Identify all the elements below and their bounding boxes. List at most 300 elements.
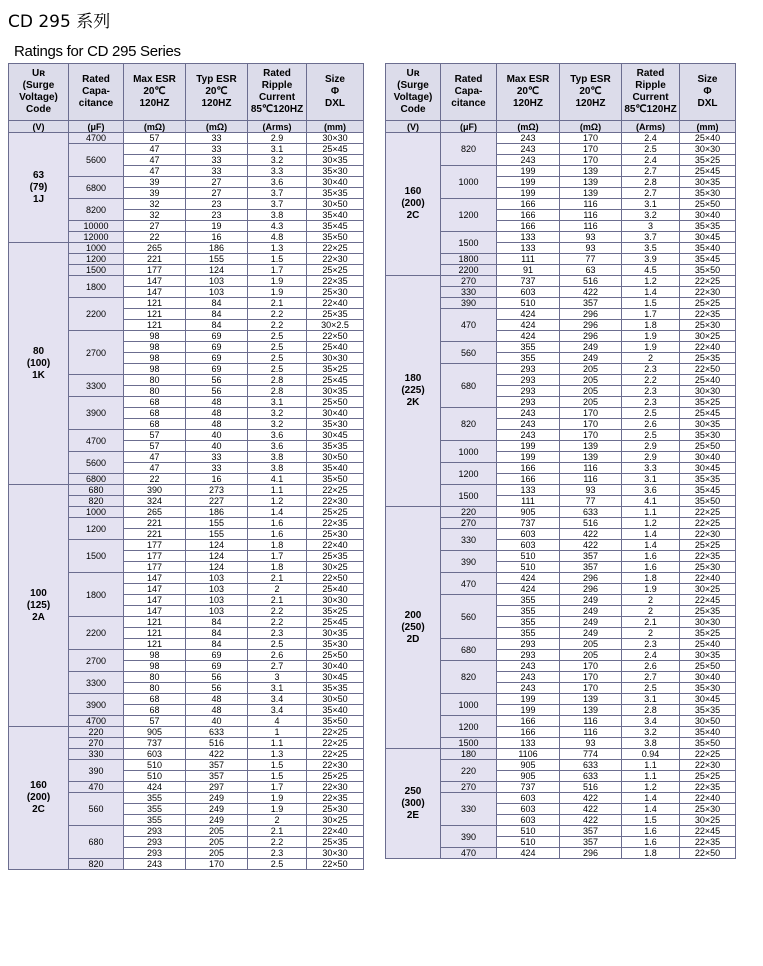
header-typ-esr-line: Typ ESR (196, 74, 237, 85)
size-cell: 35×50 (680, 738, 736, 749)
typ-esr-cell: 422 (560, 815, 622, 826)
typ-esr-cell: 170 (560, 430, 622, 441)
voltage-code-line: 160 (404, 186, 422, 197)
max-esr-cell: 80 (124, 386, 186, 397)
max-esr-cell: 166 (497, 727, 560, 738)
ripple-current-cell: 1.9 (622, 331, 680, 342)
max-esr-cell: 293 (497, 650, 560, 661)
max-esr-cell: 293 (497, 397, 560, 408)
max-esr-cell: 147 (124, 606, 186, 617)
capacitance-cell: 2700 (69, 650, 124, 672)
size-cell: 25×30 (307, 287, 364, 298)
max-esr-cell: 121 (124, 639, 186, 650)
voltage-code-cell (386, 507, 441, 749)
size-cell: 25×45 (307, 144, 364, 155)
size-cell: 22×25 (680, 749, 736, 760)
capacitance-cell: 270 (69, 738, 124, 749)
max-esr-cell: 133 (497, 738, 560, 749)
table-row (9, 727, 364, 738)
capacitance-cell: 270 (441, 518, 497, 529)
typ-esr-cell: 33 (186, 155, 248, 166)
max-esr-cell: 57 (124, 441, 186, 452)
capacitance-cell: 1000 (69, 243, 124, 254)
header-voltage-code-line: (Surge (397, 80, 429, 91)
capacitance-cell: 1000 (441, 166, 497, 199)
ripple-current-cell: 3.1 (622, 199, 680, 210)
typ-esr-cell: 249 (186, 804, 248, 815)
header-typ-esr (186, 64, 248, 121)
typ-esr-cell: 56 (186, 672, 248, 683)
capacitance-cell: 1800 (69, 276, 124, 298)
ripple-current-cell: 2 (622, 353, 680, 364)
max-esr-cell: 737 (124, 738, 186, 749)
max-esr-cell: 133 (497, 232, 560, 243)
voltage-code-line: 2C (32, 804, 45, 815)
max-esr-cell: 199 (497, 705, 560, 716)
size-cell: 30×30 (680, 617, 736, 628)
typ-esr-cell: 422 (560, 287, 622, 298)
size-cell: 22×35 (680, 837, 736, 848)
typ-esr-cell: 170 (560, 133, 622, 144)
ripple-current-cell: 2.3 (622, 397, 680, 408)
header-typ-esr-line: 20℃ (205, 86, 228, 97)
typ-esr-cell: 48 (186, 419, 248, 430)
ripple-current-cell: 3.8 (248, 210, 307, 221)
max-esr-cell: 221 (124, 254, 186, 265)
ripple-current-cell: 2.7 (622, 166, 680, 177)
size-cell: 25×40 (680, 639, 736, 650)
typ-esr-cell: 103 (186, 595, 248, 606)
typ-esr-cell: 116 (560, 210, 622, 221)
typ-esr-cell: 249 (560, 617, 622, 628)
size-cell: 30×40 (307, 177, 364, 188)
max-esr-cell: 47 (124, 144, 186, 155)
typ-esr-cell: 33 (186, 452, 248, 463)
typ-esr-cell: 139 (560, 441, 622, 452)
capacitance-cell: 270 (441, 782, 497, 793)
size-cell: 35×30 (307, 419, 364, 430)
unit-cell: (Arms) (248, 121, 307, 133)
size-cell: 22×50 (307, 573, 364, 584)
ripple-current-cell: 1.8 (622, 320, 680, 331)
max-esr-cell: 147 (124, 584, 186, 595)
size-cell: 35×45 (680, 254, 736, 265)
typ-esr-cell: 227 (186, 496, 248, 507)
max-esr-cell: 905 (497, 771, 560, 782)
size-cell: 35×30 (307, 639, 364, 650)
max-esr-cell: 68 (124, 419, 186, 430)
max-esr-cell: 243 (497, 144, 560, 155)
ripple-current-cell: 1.3 (248, 243, 307, 254)
size-cell: 22×30 (307, 496, 364, 507)
typ-esr-cell: 84 (186, 628, 248, 639)
capacitance-cell: 390 (441, 826, 497, 848)
ripple-current-cell: 3.1 (248, 397, 307, 408)
header-max-esr-line: 20℃ (143, 86, 166, 97)
size-cell: 35×50 (307, 232, 364, 243)
size-cell: 30×45 (307, 672, 364, 683)
typ-esr-cell: 170 (560, 419, 622, 430)
typ-esr-cell: 40 (186, 430, 248, 441)
capacitance-cell: 330 (441, 287, 497, 298)
size-cell: 35×25 (680, 397, 736, 408)
max-esr-cell: 68 (124, 705, 186, 716)
voltage-code-line: 2K (406, 397, 420, 408)
typ-esr-cell: 27 (186, 188, 248, 199)
voltage-code-line: (79) (29, 181, 48, 193)
header-rated-ripple-current-line: Current (632, 92, 669, 103)
voltage-code-cell (9, 243, 69, 485)
voltage-code-line: 250 (404, 785, 422, 797)
size-cell: 25×25 (680, 540, 736, 551)
ripple-current-cell: 2.9 (622, 452, 680, 463)
max-esr-cell: 510 (497, 298, 560, 309)
max-esr-cell: 293 (497, 375, 560, 386)
max-esr-cell: 243 (497, 155, 560, 166)
size-cell: 25×35 (307, 309, 364, 320)
size-cell: 25×35 (307, 837, 364, 848)
max-esr-cell: 243 (497, 419, 560, 430)
typ-esr-cell: 357 (560, 298, 622, 309)
size-cell: 35×45 (680, 485, 736, 496)
ripple-current-cell: 1.7 (248, 782, 307, 793)
typ-esr-cell: 296 (560, 331, 622, 342)
voltage-code-line: 1J (32, 193, 45, 205)
typ-esr-cell: 103 (186, 573, 248, 584)
max-esr-cell: 243 (497, 661, 560, 672)
max-esr-cell: 603 (497, 793, 560, 804)
ripple-current-cell: 3.2 (622, 210, 680, 221)
typ-esr-cell: 249 (560, 595, 622, 606)
max-esr-cell: 121 (124, 309, 186, 320)
unit-cell: (μF) (441, 121, 497, 133)
typ-esr-cell: 23 (186, 210, 248, 221)
voltage-code-line: (100) (26, 357, 51, 369)
capacitance-cell: 1800 (441, 254, 497, 265)
header-rated-capacitance-line: Capa- (82, 86, 110, 97)
size-cell: 30×30 (307, 133, 364, 144)
ripple-current-cell: 1.3 (248, 749, 307, 760)
max-esr-cell: 177 (124, 551, 186, 562)
max-esr-cell: 603 (497, 540, 560, 551)
max-esr-cell: 57 (124, 430, 186, 441)
header-size-line: Size (324, 74, 345, 85)
ripple-current-cell: 1.6 (248, 529, 307, 540)
max-esr-cell: 177 (124, 562, 186, 573)
unit-row (386, 121, 736, 133)
typ-esr-cell: 205 (560, 386, 622, 397)
max-esr-cell: 177 (124, 265, 186, 276)
typ-esr-cell: 48 (186, 397, 248, 408)
typ-esr-cell: 633 (560, 771, 622, 782)
max-esr-cell: 47 (124, 463, 186, 474)
ripple-current-cell: 2.5 (248, 331, 307, 342)
size-cell: 35×40 (680, 243, 736, 254)
typ-esr-cell: 357 (560, 551, 622, 562)
size-cell: 22×25 (307, 738, 364, 749)
typ-esr-cell: 205 (186, 826, 248, 837)
size-cell: 25×25 (307, 507, 364, 518)
size-cell: 30×40 (307, 661, 364, 672)
voltage-code-line: 180 (404, 373, 422, 384)
header-size (307, 64, 364, 121)
size-cell: 22×40 (680, 342, 736, 353)
ripple-current-cell: 1.6 (622, 826, 680, 837)
ripple-current-cell: 1.5 (248, 771, 307, 782)
size-cell: 25×30 (680, 320, 736, 331)
max-esr-cell: 32 (124, 199, 186, 210)
table-row (386, 133, 736, 144)
size-cell: 25×40 (307, 584, 364, 595)
ripple-current-cell: 1.9 (622, 584, 680, 595)
ripple-current-cell: 3.1 (248, 144, 307, 155)
capacitance-cell: 5600 (69, 144, 124, 177)
unit-cell: (V) (386, 121, 441, 133)
size-cell: 30×50 (307, 199, 364, 210)
typ-esr-cell: 84 (186, 320, 248, 331)
max-esr-cell: 355 (124, 804, 186, 815)
max-esr-cell: 355 (497, 353, 560, 364)
typ-esr-cell: 205 (560, 639, 622, 650)
size-cell: 25×50 (307, 650, 364, 661)
typ-esr-cell: 633 (560, 507, 622, 518)
capacitance-cell: 220 (69, 727, 124, 738)
typ-esr-cell: 84 (186, 309, 248, 320)
typ-esr-cell: 77 (560, 254, 622, 265)
size-cell: 30×25 (307, 815, 364, 826)
max-esr-cell: 424 (497, 309, 560, 320)
capacitance-cell: 390 (69, 760, 124, 782)
ripple-current-cell: 3.2 (622, 727, 680, 738)
capacitance-cell: 1000 (441, 694, 497, 716)
size-cell: 30×35 (680, 650, 736, 661)
ripple-current-cell: 1.1 (622, 760, 680, 771)
ripple-current-cell: 1.2 (622, 518, 680, 529)
size-cell: 22×45 (680, 595, 736, 606)
voltage-code-line: 1K (32, 369, 45, 381)
ripple-current-cell: 1.5 (248, 760, 307, 771)
voltage-code-cell (386, 276, 441, 507)
max-esr-cell: 91 (497, 265, 560, 276)
size-cell: 25×40 (307, 342, 364, 353)
capacitance-cell: 1500 (441, 738, 497, 749)
ripple-current-cell: 3.8 (248, 452, 307, 463)
size-cell: 25×40 (680, 375, 736, 386)
typ-esr-cell: 23 (186, 199, 248, 210)
typ-esr-cell: 103 (186, 287, 248, 298)
typ-esr-cell: 516 (560, 782, 622, 793)
typ-esr-cell: 103 (186, 606, 248, 617)
ripple-current-cell: 2.8 (622, 177, 680, 188)
ripple-current-cell: 4.8 (248, 232, 307, 243)
size-cell: 35×30 (680, 430, 736, 441)
ripple-current-cell: 2.1 (248, 573, 307, 584)
typ-esr-cell: 422 (560, 793, 622, 804)
size-cell: 22×50 (307, 331, 364, 342)
max-esr-cell: 98 (124, 342, 186, 353)
ripple-current-cell: 2.4 (622, 133, 680, 144)
typ-esr-cell: 357 (560, 562, 622, 573)
capacitance-cell: 220 (441, 507, 497, 518)
size-cell: 30×35 (307, 155, 364, 166)
header-size (680, 64, 736, 121)
ripple-current-cell: 1.9 (622, 342, 680, 353)
size-cell: 22×25 (680, 507, 736, 518)
header-rated-capacitance (69, 64, 124, 121)
typ-esr-cell: 170 (560, 661, 622, 672)
ripple-current-cell: 1.2 (622, 276, 680, 287)
max-esr-cell: 98 (124, 331, 186, 342)
max-esr-cell: 510 (497, 551, 560, 562)
typ-esr-cell: 249 (186, 793, 248, 804)
size-cell: 35×25 (307, 364, 364, 375)
ripple-current-cell: 3.7 (248, 199, 307, 210)
max-esr-cell: 510 (497, 562, 560, 573)
capacitance-cell: 560 (69, 793, 124, 826)
max-esr-cell: 121 (124, 628, 186, 639)
capacitance-cell: 3900 (69, 397, 124, 430)
ripple-current-cell: 2.5 (622, 683, 680, 694)
ripple-current-cell: 2.9 (622, 441, 680, 452)
size-cell: 22×30 (680, 529, 736, 540)
typ-esr-cell: 205 (560, 364, 622, 375)
typ-esr-cell: 633 (560, 760, 622, 771)
ripple-current-cell: 1.1 (622, 507, 680, 518)
size-cell: 35×30 (680, 188, 736, 199)
size-cell: 25×30 (307, 804, 364, 815)
size-cell: 22×35 (307, 276, 364, 287)
unit-cell: (Arms) (622, 121, 680, 133)
max-esr-cell: 68 (124, 694, 186, 705)
size-cell: 30×40 (680, 210, 736, 221)
ripple-current-cell: 2.3 (248, 848, 307, 859)
size-cell: 35×50 (680, 496, 736, 507)
ripple-current-cell: 2.5 (248, 639, 307, 650)
header-rated-capacitance-line: Rated (454, 74, 483, 85)
voltage-code-line: 160 (30, 780, 47, 791)
max-esr-cell: 98 (124, 661, 186, 672)
capacitance-cell: 820 (69, 496, 124, 507)
size-cell: 30×25 (680, 584, 736, 595)
capacitance-cell: 470 (441, 309, 497, 342)
ripple-current-cell: 4 (248, 716, 307, 727)
size-cell: 25×50 (680, 441, 736, 452)
ripple-current-cell: 1.4 (622, 287, 680, 298)
size-cell: 35×35 (307, 441, 364, 452)
size-cell: 25×25 (680, 771, 736, 782)
size-cell: 25×45 (307, 375, 364, 386)
capacitance-cell: 3300 (69, 375, 124, 397)
max-esr-cell: 265 (124, 507, 186, 518)
typ-esr-cell: 516 (560, 276, 622, 287)
max-esr-cell: 121 (124, 320, 186, 331)
size-cell: 30×35 (307, 628, 364, 639)
typ-esr-cell: 124 (186, 551, 248, 562)
size-cell: 22×35 (307, 518, 364, 529)
typ-esr-cell: 357 (560, 826, 622, 837)
typ-esr-cell: 139 (560, 188, 622, 199)
voltage-code-line: 80 (32, 345, 45, 357)
max-esr-cell: 68 (124, 408, 186, 419)
header-voltage-code-line: Uʀ (31, 68, 46, 79)
ripple-current-cell: 3.8 (622, 738, 680, 749)
typ-esr-cell: 84 (186, 298, 248, 309)
max-esr-cell: 293 (497, 639, 560, 650)
capacitance-cell: 2200 (441, 265, 497, 276)
size-cell: 30×50 (680, 716, 736, 727)
size-cell: 22×25 (307, 485, 364, 496)
ripple-current-cell: 1.9 (248, 793, 307, 804)
typ-esr-cell: 205 (560, 397, 622, 408)
header-rated-ripple-current-line: Current (258, 92, 296, 103)
max-esr-cell: 133 (497, 485, 560, 496)
unit-cell: (mm) (307, 121, 364, 133)
typ-esr-cell: 84 (186, 639, 248, 650)
typ-esr-cell: 139 (560, 705, 622, 716)
typ-esr-cell: 273 (186, 485, 248, 496)
ripple-current-cell: 2.2 (248, 606, 307, 617)
max-esr-cell: 32 (124, 210, 186, 221)
header-rated-ripple-current (248, 64, 307, 121)
capacitance-cell: 820 (441, 661, 497, 694)
voltage-code-line: 2D (406, 633, 420, 645)
max-esr-cell: 22 (124, 474, 186, 485)
header-typ-esr-line: 120HZ (575, 98, 606, 109)
ripple-current-cell: 0.94 (622, 749, 680, 760)
capacitance-cell: 330 (441, 529, 497, 551)
capacitance-cell: 330 (69, 749, 124, 760)
capacitance-cell: 820 (441, 133, 497, 166)
unit-cell: (mm) (680, 121, 736, 133)
capacitance-cell: 680 (69, 485, 124, 496)
size-cell: 22×25 (307, 243, 364, 254)
max-esr-cell: 98 (124, 353, 186, 364)
ripple-current-cell: 2.2 (248, 320, 307, 331)
size-cell: 30×25 (307, 562, 364, 573)
ripple-current-cell: 1.5 (622, 298, 680, 309)
max-esr-cell: 737 (497, 518, 560, 529)
header-rated-capacitance-line: Rated (82, 74, 110, 85)
ripple-current-cell: 2.5 (248, 342, 307, 353)
ripple-current-cell: 1.1 (248, 738, 307, 749)
max-esr-cell: 47 (124, 166, 186, 177)
capacitance-cell: 5600 (69, 452, 124, 474)
header-max-esr-line: Max ESR (133, 74, 176, 85)
capacitance-cell: 2200 (69, 298, 124, 331)
max-esr-cell: 355 (497, 628, 560, 639)
voltage-code-line: 63 (32, 169, 45, 181)
max-esr-cell: 80 (124, 683, 186, 694)
capacitance-cell: 680 (441, 639, 497, 661)
ratings-table-right (385, 63, 736, 859)
header-max-esr-line: 120HZ (139, 98, 170, 109)
typ-esr-cell: 139 (560, 452, 622, 463)
size-cell: 22×25 (307, 727, 364, 738)
size-cell: 30×45 (307, 430, 364, 441)
typ-esr-cell: 633 (186, 727, 248, 738)
ripple-current-cell: 3.2 (248, 155, 307, 166)
size-cell: 35×25 (307, 606, 364, 617)
typ-esr-cell: 155 (186, 254, 248, 265)
ripple-current-cell: 1.4 (248, 507, 307, 518)
ripple-current-cell: 1.8 (248, 540, 307, 551)
max-esr-cell: 121 (124, 298, 186, 309)
typ-esr-cell: 296 (560, 584, 622, 595)
typ-esr-cell: 155 (186, 529, 248, 540)
voltage-code-line: 200 (404, 609, 422, 621)
typ-esr-cell: 249 (560, 628, 622, 639)
typ-esr-cell: 56 (186, 386, 248, 397)
